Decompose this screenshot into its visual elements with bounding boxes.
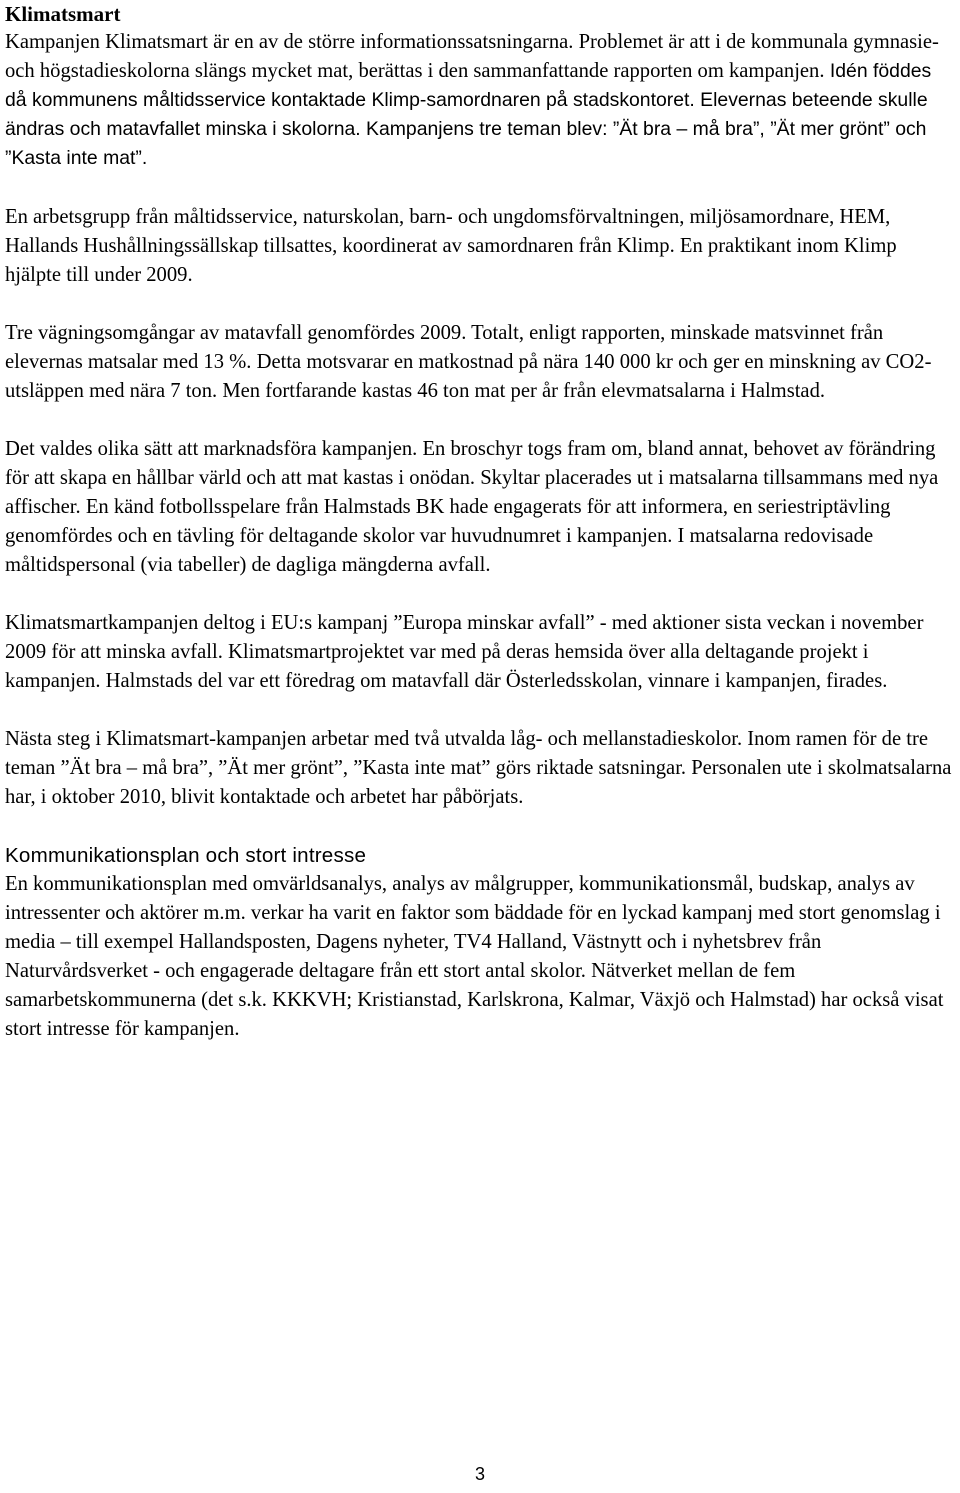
paragraph-next-step: Nästa steg i Klimatsmart-kampanjen arbetar med två utvalda låg- och mellanstadieskolor. Inom ramen för de tre teman ”Ät bra – må bra”, ”Ät mer grönt”, ”Kasta inte mat” görs riktade satsningar. Personalen ute i skolmatsalarna har, i oktober 2010, blivit kontaktade och arbetet har påbörjats. [5,728,952,808]
paragraph-communication-plan: En kommunikationsplan med omvärldsanalys, analys av målgrupper, kommunikationsmål, budskap, analys av intressenter och aktörer m.m. verkar ha varit en faktor som bäddade för en lyckad kampanj med stort genomslag i media – till exempel Hallandsposten, Dagens nyheter, TV4 Halland, Västnytt och i nyhetsbrev från Naturvårdsverket - och engagerade deltagare från ett stort antal skolor. Nätverket mellan de fem samarbetskommunerna (det s.k. KKKVH; Kristianstad, Karlskrona, Kalmar, Växjö och Halmstad) har också visat stort intresse för kampanjen. [5,873,944,1040]
page-number: 3 [474,1464,485,1484]
intro-text-sans: Idén föddes då kommunens måltidsservice kontaktade Klimp-samordnaren på stadskontoret. Elevernas beteende skulle ändras och matavfallet minska i skolorna. Kampanjens tre teman blev: ”Ät bra – må bra”, ”Ät mer grönt” och ”Kasta inte mat”. [5,60,932,169]
document-page [5,0,955,1044]
paragraph-work-group: En arbetsgrupp från måltidsservice, naturskolan, barn- och ungdomsförvaltningen, miljösamordnare, HEM, Hallands Hushållningssällskap tillsattes, koordinerat av samordnaren från Klimp. En praktikant inom Klimp hjälpte till under 2009. [5,206,897,286]
paragraph-weighings: Tre vägningsomgångar av matavfall genomfördes 2009. Totalt, enligt rapporten, minskade matsvinnet från elevernas matsalar med 13 %. Detta motsvarar en matkostnad på nära 140 000 kr och ger en minskning av CO2- utsläppen med nära 7 ton. Men fortfarande kastas 46 ton mat per år från elevmatsalarna i Halmstad. [5,322,932,402]
intro-text-serif: Kampanjen Klimatsmart är en av de större informationssatsningarna. Problemet är att i de kommunala gymnasie- och högstadieskolorna slängs mycket mat, berättas i den sammanfattande rapporten om kampanjen. [5,31,939,82]
document-title: Klimatsmart [5,2,121,26]
paragraph-eu-campaign: Klimatsmartkampanjen deltog i EU:s kampanj ”Europa minskar avfall” - med aktioner sista veckan i november 2009 för att minska avfall. Klimatsmartprojektet var med på deras hemsida över alla deltagande projekt i kampanjen. Halmstads del var ett föredrag om matavfall där Österledsskolan, vinnare i kampanjen, firades. [5,612,924,692]
intro-paragraph [5,28,955,173]
section-subheading: Kommunikationsplan och stort intresse [5,844,367,867]
paragraph-marketing: Det valdes olika sätt att marknadsföra kampanjen. En broschyr togs fram om, bland annat, behovet av förändring för att skapa en hållbar värld och att mat kastas i onödan. Skyltar placerades ut i matsalarna tillsammans med nya affischer. En känd fotbollsspelare från Halmstads BK hade engagerats för att informera, en seriestriptävling genomfördes och en tävling för deltagande skolor var huvudnumret i kampanjen. I matsalarna redovisade måltidspersonal (via tabeller) de dagliga mängderna avfall. [5,438,939,576]
